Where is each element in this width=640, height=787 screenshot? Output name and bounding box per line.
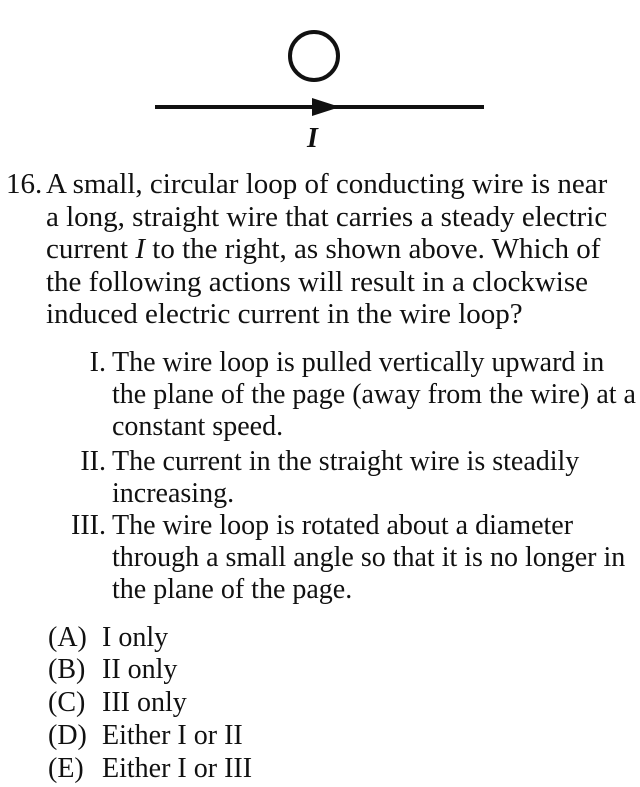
statement-number: II. <box>80 446 106 477</box>
stem-current-variable: I <box>135 233 146 265</box>
choice-letter: (D) <box>48 720 87 751</box>
question-number: 16. <box>6 168 43 200</box>
statement-text: The wire loop is pulled vertically upward in the plane of the page (away from the wire) at a constant speed. <box>112 347 636 442</box>
stem-text-start: A small, circular loop of conducting wire is near a long, straight wire that carries a steady electric current <box>46 168 608 265</box>
wire-loop <box>290 32 338 80</box>
choice-b[interactable] <box>48 654 177 686</box>
choice-d[interactable] <box>48 720 243 752</box>
question-stem <box>46 168 626 331</box>
current-label: I <box>307 123 318 154</box>
wire-loop-figure <box>0 0 640 160</box>
choice-text: III only <box>102 687 187 718</box>
current-direction-arrow-icon <box>312 98 340 116</box>
statement-text: The current in the straight wire is steadily increasing. <box>112 446 580 509</box>
statement-text: The wire loop is rotated about a diameter through a small angle so that it is no longer in the plane of the page. <box>112 510 626 605</box>
choice-c[interactable] <box>48 687 187 719</box>
choice-e[interactable] <box>48 753 252 785</box>
statement-number: III. <box>71 510 106 541</box>
choice-text: II only <box>102 654 178 685</box>
statement-number: I. <box>89 347 106 378</box>
choice-a[interactable] <box>48 622 168 654</box>
choice-text: Either I or II <box>102 720 243 751</box>
choice-text: I only <box>102 622 169 653</box>
choice-letter: (B) <box>48 654 86 685</box>
stem-text-end: to the right, as shown above. Which of the following actions will result in a clockwise induced electric current in the wire loop? <box>46 233 601 330</box>
choice-letter: (A) <box>48 622 87 653</box>
choice-text: Either I or III <box>102 753 253 784</box>
choice-letter: (E) <box>48 753 84 784</box>
choice-letter: (C) <box>48 687 86 718</box>
